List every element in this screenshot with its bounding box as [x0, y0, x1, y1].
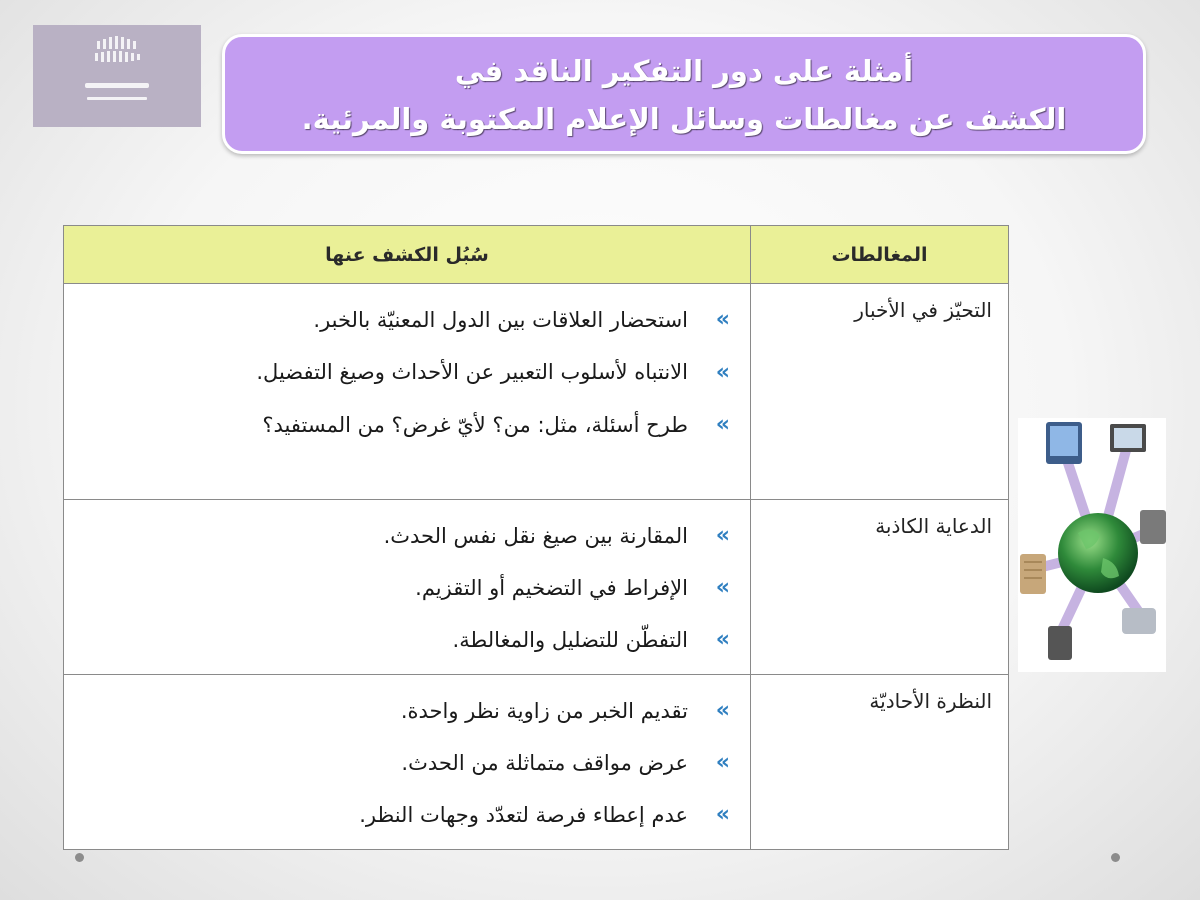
- title-line-2: الكشف عن مغالطات وسائل الإعلام المكتوبة والمرئية.: [301, 102, 1067, 136]
- fallacies-table: [63, 225, 1009, 850]
- table-row: [64, 284, 1009, 500]
- header-detection-ways: سُبُل الكشف عنها: [64, 226, 751, 284]
- list-item: » التفطّن للتضليل والمغالطة.: [76, 614, 732, 666]
- detection-ways: [64, 284, 751, 500]
- bullet-icon: »: [715, 307, 730, 332]
- bullet-icon: »: [715, 802, 730, 827]
- list-item: » الانتباه لأسلوب التعبير عن الأحداث وصيغ التفضيل.: [76, 346, 732, 399]
- detection-ways: [64, 500, 751, 675]
- list-item: » المقارنة بين صيغ نقل نفس الحدث.: [76, 510, 732, 562]
- bullet-icon: »: [715, 750, 730, 775]
- bullet-icon: »: [715, 360, 730, 385]
- nav-dot-left: [75, 853, 84, 862]
- list-item: » عرض مواقف متماثلة من الحدث.: [76, 737, 732, 789]
- bullet-icon: »: [715, 627, 730, 652]
- bullet-icon: »: [715, 575, 730, 600]
- list-item: » طرح أسئلة، مثل: من؟ لأيّ غرض؟ من المستفيد؟: [76, 399, 732, 451]
- ministry-logo-icon: [33, 25, 201, 127]
- bullet-icon: »: [715, 412, 730, 437]
- table-row: [64, 675, 1009, 850]
- bullet-icon: »: [715, 698, 730, 723]
- bullet-icon: »: [715, 523, 730, 548]
- detection-ways: [64, 675, 751, 850]
- list-item: » الإفراط في التضخيم أو التقزيم.: [76, 562, 732, 614]
- slide-title: [222, 34, 1146, 154]
- title-line-1: أمثلة على دور التفكير الناقد في: [454, 54, 914, 88]
- fallacy-name: التحيّز في الأخبار: [751, 284, 1009, 500]
- list-item: » عدم إعطاء فرصة لتعدّد وجهات النظر.: [76, 789, 732, 841]
- fallacy-name: الدعاية الكاذبة: [751, 500, 1009, 675]
- list-item: » استحضار العلاقات بين الدول المعنيّة بالخبر.: [76, 294, 732, 346]
- media-globe-illustration: [1018, 418, 1166, 672]
- table-header-row: [64, 226, 1009, 284]
- fallacy-name: النظرة الأحاديّة: [751, 675, 1009, 850]
- nav-dot-right: [1111, 853, 1120, 862]
- list-item: » تقديم الخبر من زاوية نظر واحدة.: [76, 685, 732, 737]
- header-fallacies: المغالطات: [751, 226, 1009, 284]
- table-row: [64, 500, 1009, 675]
